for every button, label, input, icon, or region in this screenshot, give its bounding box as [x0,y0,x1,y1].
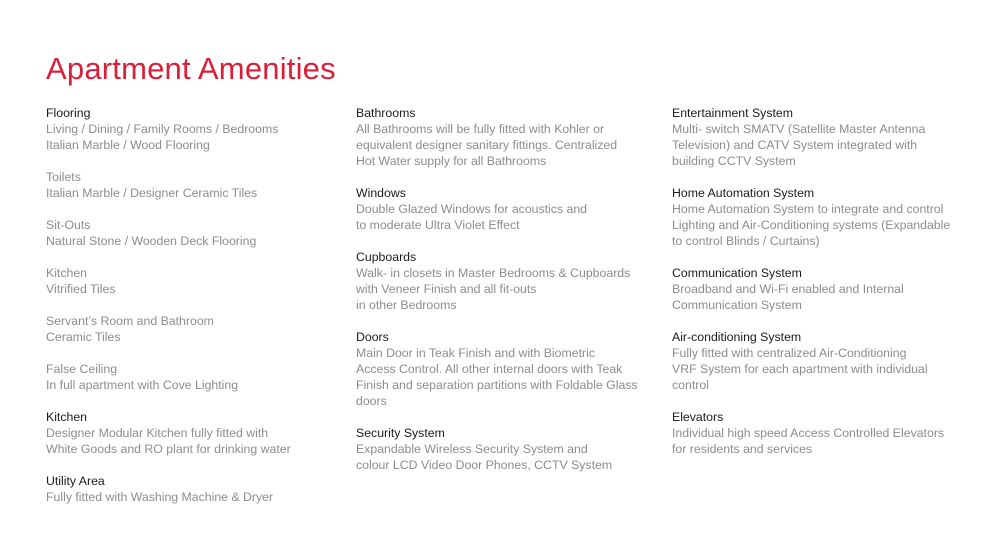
amenity-block [356,329,656,409]
amenity-block [672,409,972,457]
amenity-heading: Entertainment System [672,106,793,120]
amenity-description: Individual high speed Access Controlled Elevators for residents and services [672,426,945,456]
amenity-block [46,409,336,457]
amenity-block [46,473,336,505]
amenity-description: Fully fitted with centralized Air-Conditioning VRF System for each apartment with individual control [672,346,928,392]
amenity-description: Walk- in closets in Master Bedrooms & Cupboards with Veneer Finish and all fit-outs in other Bedrooms [356,266,631,312]
amenity-heading: Flooring [46,106,91,120]
amenity-block [46,217,336,249]
amenity-heading: Kitchen [46,266,88,280]
amenity-block [356,425,656,473]
amenity-description: Italian Marble / Designer Ceramic Tiles [46,186,258,200]
amenity-block [672,265,972,313]
amenity-block [672,185,972,249]
amenity-description: Home Automation System to integrate and control Lighting and Air-Conditioning systems (Expandable to control Blinds / Curtains) [672,202,951,248]
amenity-description: Designer Modular Kitchen fully fitted with White Goods and RO plant for drinking water [46,426,291,456]
amenity-heading: Doors [356,330,389,344]
amenity-heading: Home Automation System [672,186,815,200]
amenity-description: In full apartment with Cove Lighting [46,378,239,392]
amenity-heading: False Ceiling [46,362,118,376]
amenity-heading: Cupboards [356,250,417,264]
amenity-description: Vitrified Tiles [46,282,116,296]
amenity-block [672,329,972,393]
amenities-column-3 [672,105,972,473]
amenity-description: Living / Dining / Family Rooms / Bedrooms Italian Marble / Wood Flooring [46,122,279,152]
amenity-description: Expandable Wireless Security System and colour LCD Video Door Phones, CCTV System [356,442,613,472]
amenity-block [46,169,336,201]
amenity-description: Fully fitted with Washing Machine & Dryer [46,490,274,504]
amenity-description: Natural Stone / Wooden Deck Flooring [46,234,257,248]
amenity-block [46,105,336,153]
amenity-heading: Bathrooms [356,106,416,120]
amenity-heading: Utility Area [46,474,105,488]
page-title: Apartment Amenities [46,50,336,86]
amenities-column-2 [356,105,656,489]
amenity-block [356,249,656,313]
amenity-description: Main Door in Teak Finish and with Biometric Access Control. All other internal doors with Teak Finish and separation partitions with Foldable Glass doors [356,346,638,408]
amenity-heading: Servant’s Room and Bathroom [46,314,214,328]
amenity-description: Multi- switch SMATV (Satellite Master Antenna Television) and CATV System integrated with building CCTV System [672,122,926,168]
amenity-block [46,361,336,393]
amenity-heading: Air-conditioning System [672,330,802,344]
amenity-description: Ceramic Tiles [46,330,121,344]
amenity-description: Double Glazed Windows for acoustics and to moderate Ultra Violet Effect [356,202,588,232]
amenity-block [46,265,336,297]
amenity-description: Broadband and Wi-Fi enabled and Internal Communication System [672,282,904,312]
amenity-heading: Sit-Outs [46,218,91,232]
amenity-block [356,185,656,233]
amenity-heading: Security System [356,426,445,440]
amenity-block [672,105,972,169]
amenity-heading: Toilets [46,170,81,184]
amenity-heading: Communication System [672,266,802,280]
amenity-heading: Windows [356,186,406,200]
amenity-block [356,105,656,169]
amenity-description: All Bathrooms will be fully fitted with Kohler or equivalent designer sanitary fittings. Centralized Hot Water supply for all Bathrooms [356,122,618,168]
amenities-column-1 [46,105,336,521]
amenity-heading: Kitchen [46,410,88,424]
amenity-heading: Elevators [672,410,724,424]
amenity-block [46,313,336,345]
